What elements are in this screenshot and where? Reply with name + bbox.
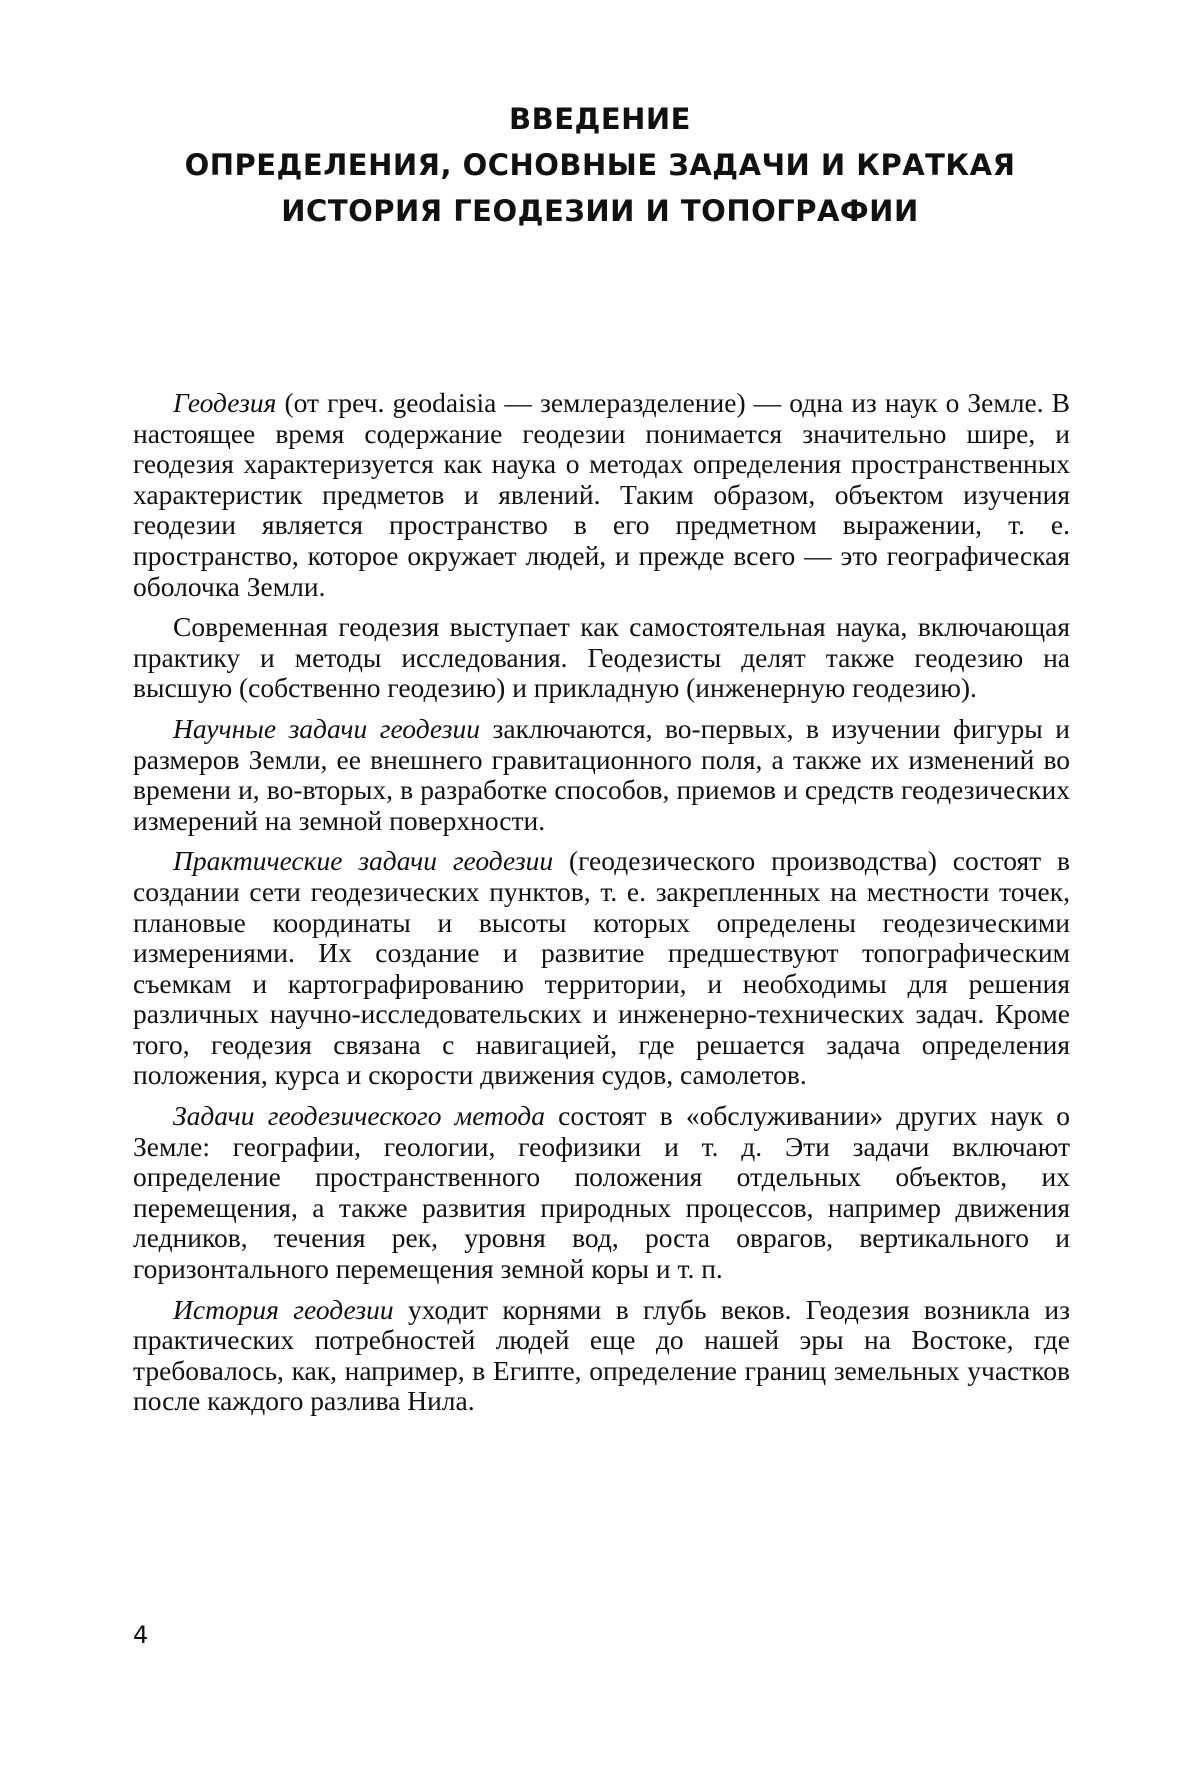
term-practical-tasks: Практические задачи геодезии <box>173 845 554 877</box>
paragraph-geodesy-definition <box>133 388 1070 602</box>
term-geodesy: Геодезия <box>173 387 277 418</box>
paragraph-method-tasks <box>133 1101 1070 1285</box>
paragraph-text: (от греч. geodaisia — землеразделение) — одна из наук о Земле. В настоящее время содержание геодезии понимается значительно шире, и геодезия характеризуется как наука о методах определения пространственных характеристик предметов и явлений. Таким образом, объектом изучения геодезии является пространство в его предметном выражении, т. е. пространство, которое окружает людей, и прежде всего — это географическая оболочка Земли. <box>133 387 1070 602</box>
paragraph-modern-geodesy <box>133 612 1070 704</box>
heading-line-history: ИСТОРИЯ ГЕОДЕЗИИ И ТОПОГРАФИИ <box>281 194 919 228</box>
paragraph-practical-tasks <box>133 846 1070 1091</box>
term-history: История геодезии <box>173 1293 394 1325</box>
paragraph-text: Современная геодезия выступает как самостоятельная наука, включающая практику и методы исследования. Геодезисты делят также геодезию на высшую (собственно геодезию) и прикладную (инженерную геодезию). <box>133 611 1070 704</box>
body-text <box>133 388 1070 1427</box>
paragraph-text: состоят в «обслуживании» других наук о Земле: географии, геологии, геофизики и т. д. Эти задачи включают определение пространственного положения отдельных объектов, их перемещения, а также развития природных процессов, например движения ледников, течения рек, уровня вод, роста оврагов, вертикального и горизонтального перемещения земной коры и т. п. <box>133 1100 1071 1285</box>
paragraph-text: заключаются, во-первых, в изучении фигуры и размеров Земли, ее внешнего гравитационного поля, а также их изменений во времени и, во-вторых, в разработке способов, приемов и средств геодезических измерений на земной поверхности. <box>133 712 1070 836</box>
chapter-heading <box>100 96 1100 234</box>
paragraph-text: уходит корнями в глубь веков. Геодезия возникла из практических потребностей людей еще до нашей эры на Востоке, где требовалось, как, например, в Египте, определение границ земельных участков после каждого разлива Нила. <box>133 1293 1070 1417</box>
paragraph-text: (геодезического производства) состоят в создании сети геодезических пунктов, т. е. закрепленных на местности точек, плановые координаты и высоты которых определены геодезическими измерениями. Их создание и развитие предшествуют топографическим съемкам и картографированию территории, и необходимы для решения различных научно-исследовательских и инженерно-технических задач. Кроме того, геодезия связана с навигацией, где решается задача определения положения, курса и скорости движения судов, самолетов. <box>133 845 1071 1091</box>
paragraph-scientific-tasks <box>133 714 1070 836</box>
term-scientific-tasks: Научные задачи геодезии <box>173 712 481 744</box>
heading-line-introduction: ВВЕДЕНИЕ <box>508 102 691 136</box>
heading-line-definitions: ОПРЕДЕЛЕНИЯ, ОСНОВНЫЕ ЗАДАЧИ И КРАТКАЯ <box>184 148 1016 182</box>
page-number: 4 <box>133 1621 149 1649</box>
term-method-tasks: Задачи геодезического метода <box>173 1100 545 1132</box>
paragraph-history <box>133 1295 1070 1417</box>
